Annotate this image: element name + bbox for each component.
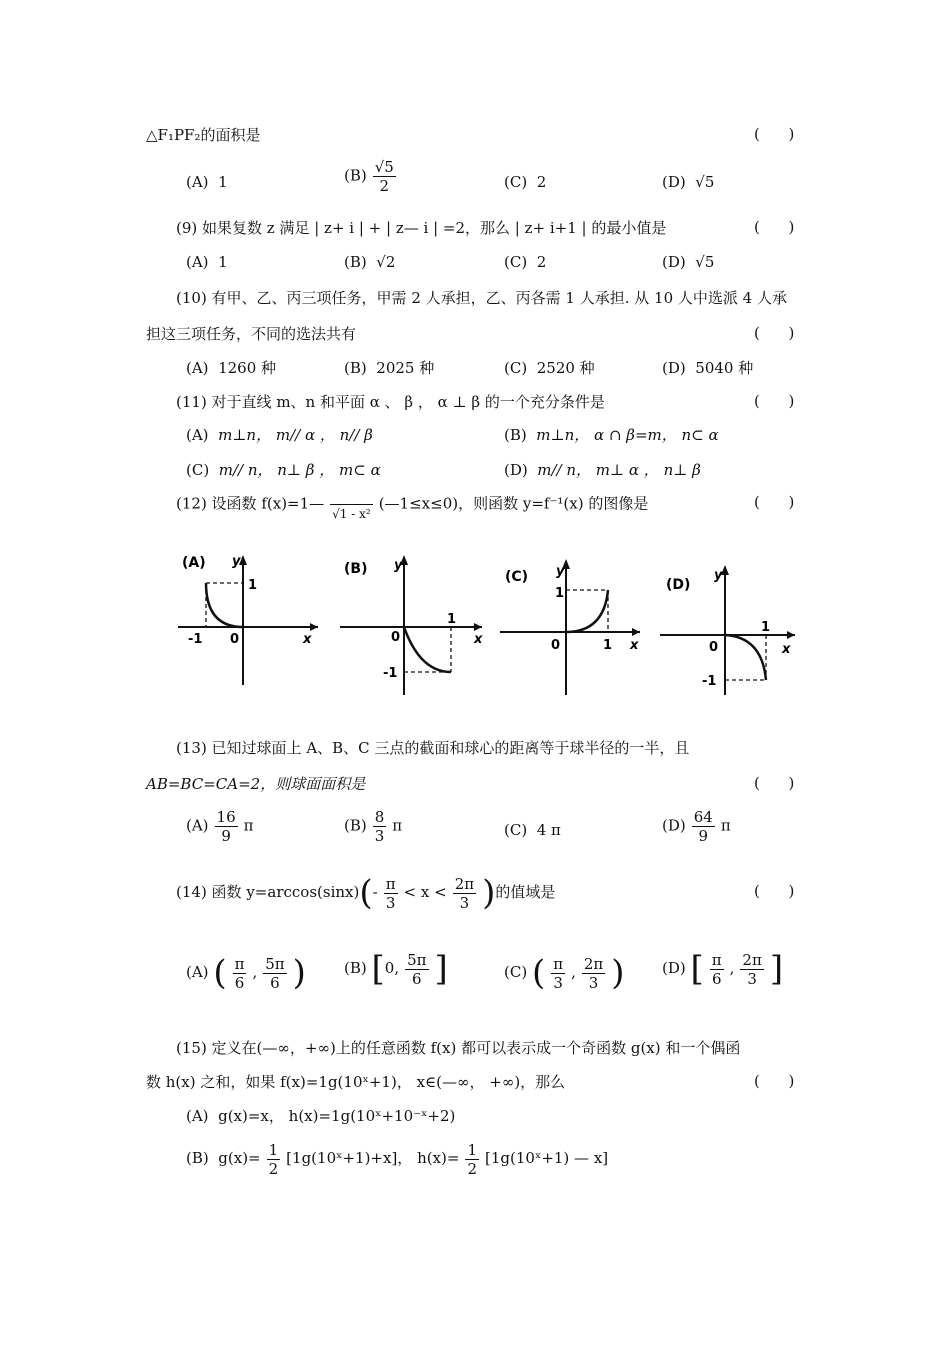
graph-d-label: (D) xyxy=(666,577,691,593)
graph-a-x: x xyxy=(303,632,312,647)
answer-blank: ( ) xyxy=(754,882,795,900)
graph-a-tick: 1 xyxy=(248,578,258,593)
option-a: (A) 1260 种 xyxy=(186,359,277,377)
graph-d-origin: 0 xyxy=(709,640,719,655)
option-d: (D) √5 xyxy=(662,173,715,191)
answer-blank: ( ) xyxy=(754,493,795,511)
option-b: (B) $\frac{8}{3}$ π xyxy=(344,808,403,845)
answer-blank: ( ) xyxy=(754,1072,795,1090)
option-c: (C) 4 π xyxy=(504,821,561,839)
question-12: (12) 设函数 f(x)=1— √1 - x² (—1≤x≤0)，则函数 y=f⁻¹(x) 的图像是 xyxy=(176,486,648,523)
option-c: (C) 2 xyxy=(504,173,547,191)
answer-blank: ( ) xyxy=(754,392,795,410)
option-a: (A) ( $\frac{\pi}{6}$ , $\frac{5\pi}{6}$ ) xyxy=(186,953,306,993)
graph-d-x: x xyxy=(782,642,791,657)
graph-a xyxy=(178,555,318,685)
option-b: (B) 2025 种 xyxy=(344,359,435,377)
option-b: (B) g(x)= $\frac{1}{2}$ [1g(10ˣ+1)+x]， h(x)= $\frac{1}{2}$ [1g(10ˣ+1) — x] xyxy=(186,1140,609,1178)
option-a: (A) 1 xyxy=(186,253,228,271)
answer-blank: ( ) xyxy=(754,324,795,342)
graph-c-tick: 1 xyxy=(555,586,565,601)
option-d: (D) $\frac{64}{9}$ π xyxy=(662,808,731,845)
question-14: (14) 函数 y=arccos(sinx)(- $\frac{\pi}{3}$ < x < $\frac{2\pi}{3}$ )的值域是 xyxy=(176,873,556,913)
question-11: (11) 对于直线 m、n 和平面 α 、 β ， α ⊥ β 的一个充分条件是 xyxy=(176,393,605,411)
graph-b-origin: 0 xyxy=(391,630,401,645)
option-b: (B) √2 xyxy=(344,253,396,271)
graph-b-tick: 1 xyxy=(447,612,457,627)
option-c: (C) 2520 种 xyxy=(504,359,595,377)
question-10: (10) 有甲、乙、丙三项任务，甲需 2 人承担，乙、丙各需 1 人承担. 从 10 人中选派 4 人承 xyxy=(176,289,787,307)
graph-b-y: y xyxy=(394,558,403,573)
question-15-cont: 数 h(x) 之和，如果 f(x)=1g(10ˣ+1)， x∈(—∞， +∞)，那么 xyxy=(146,1073,566,1091)
graph-d-y: y xyxy=(714,568,723,583)
graph-a-label: (A) xyxy=(182,555,206,571)
option-a: (A) m⊥n， m// α ， n// β xyxy=(186,426,373,444)
answer-blank: ( ) xyxy=(754,774,795,792)
option-b: (B) m⊥n， α ∩ β=m， n⊂ α xyxy=(504,426,719,444)
option-b: (B) $\frac{√5}{2}$ xyxy=(344,158,394,195)
graph-a-origin: 0 xyxy=(230,632,240,647)
answer-blank: ( ) xyxy=(754,125,795,143)
option-b: (B) [0, $\frac{5\pi}{6}$ ] xyxy=(344,949,448,989)
question-13-cont: AB=BC=CA=2，则球面面积是 xyxy=(146,775,366,793)
graph-c-tick: 1 xyxy=(603,638,613,653)
graph-d-tick: -1 xyxy=(702,674,717,689)
graph-a-y: y xyxy=(232,554,241,569)
graph-b-tick: -1 xyxy=(383,666,398,681)
option-d: (D) √5 xyxy=(662,253,715,271)
option-c: (C) ( $\frac{\pi}{3}$ , $\frac{2\pi}{3}$ ) xyxy=(504,953,625,993)
question-9: (9) 如果复数 z 满足 | z+ i | + | z— i | =2，那么 | z+ i+1 | 的最小值是 xyxy=(176,219,667,237)
graph-b-label: (B) xyxy=(344,561,368,577)
graph-b-x: x xyxy=(474,632,483,647)
graph-c-x: x xyxy=(630,638,639,653)
graph-c-origin: 0 xyxy=(551,638,561,653)
question-10-cont: 担这三项任务，不同的选法共有 xyxy=(146,325,357,343)
question-13: (13) 已知过球面上 A、B、C 三点的截面和球心的距离等于球半径的一半，且 xyxy=(176,739,690,757)
option-d: (D) [ $\frac{\pi}{6}$ , $\frac{2\pi}{3}$ ] xyxy=(662,949,784,989)
function-graphs xyxy=(0,545,950,705)
graph-a-tick: -1 xyxy=(188,632,203,647)
question-continuation: △F₁PF₂的面积是 xyxy=(146,126,261,144)
option-a: (A) g(x)=x， h(x)=1g(10ˣ+10⁻ˣ+2) xyxy=(186,1107,456,1125)
option-a: (A) $\frac{16}{9}$ π xyxy=(186,808,254,845)
question-15: (15) 定义在(—∞，+∞)上的任意函数 f(x) 都可以表示成一个奇函数 g(x) 和一个偶函 xyxy=(176,1039,741,1057)
graph-d-tick: 1 xyxy=(761,620,771,635)
answer-blank: ( ) xyxy=(754,218,795,236)
option-c: (C) m// n， n⊥ β ， m⊂ α xyxy=(186,461,381,479)
option-a: (A) 1 xyxy=(186,173,228,191)
graph-c-y: y xyxy=(556,564,565,579)
option-c: (C) 2 xyxy=(504,253,547,271)
graph-c-label: (C) xyxy=(505,569,529,585)
option-d: (D) 5040 种 xyxy=(662,359,754,377)
option-d: (D) m// n， m⊥ α ， n⊥ β xyxy=(504,461,701,479)
